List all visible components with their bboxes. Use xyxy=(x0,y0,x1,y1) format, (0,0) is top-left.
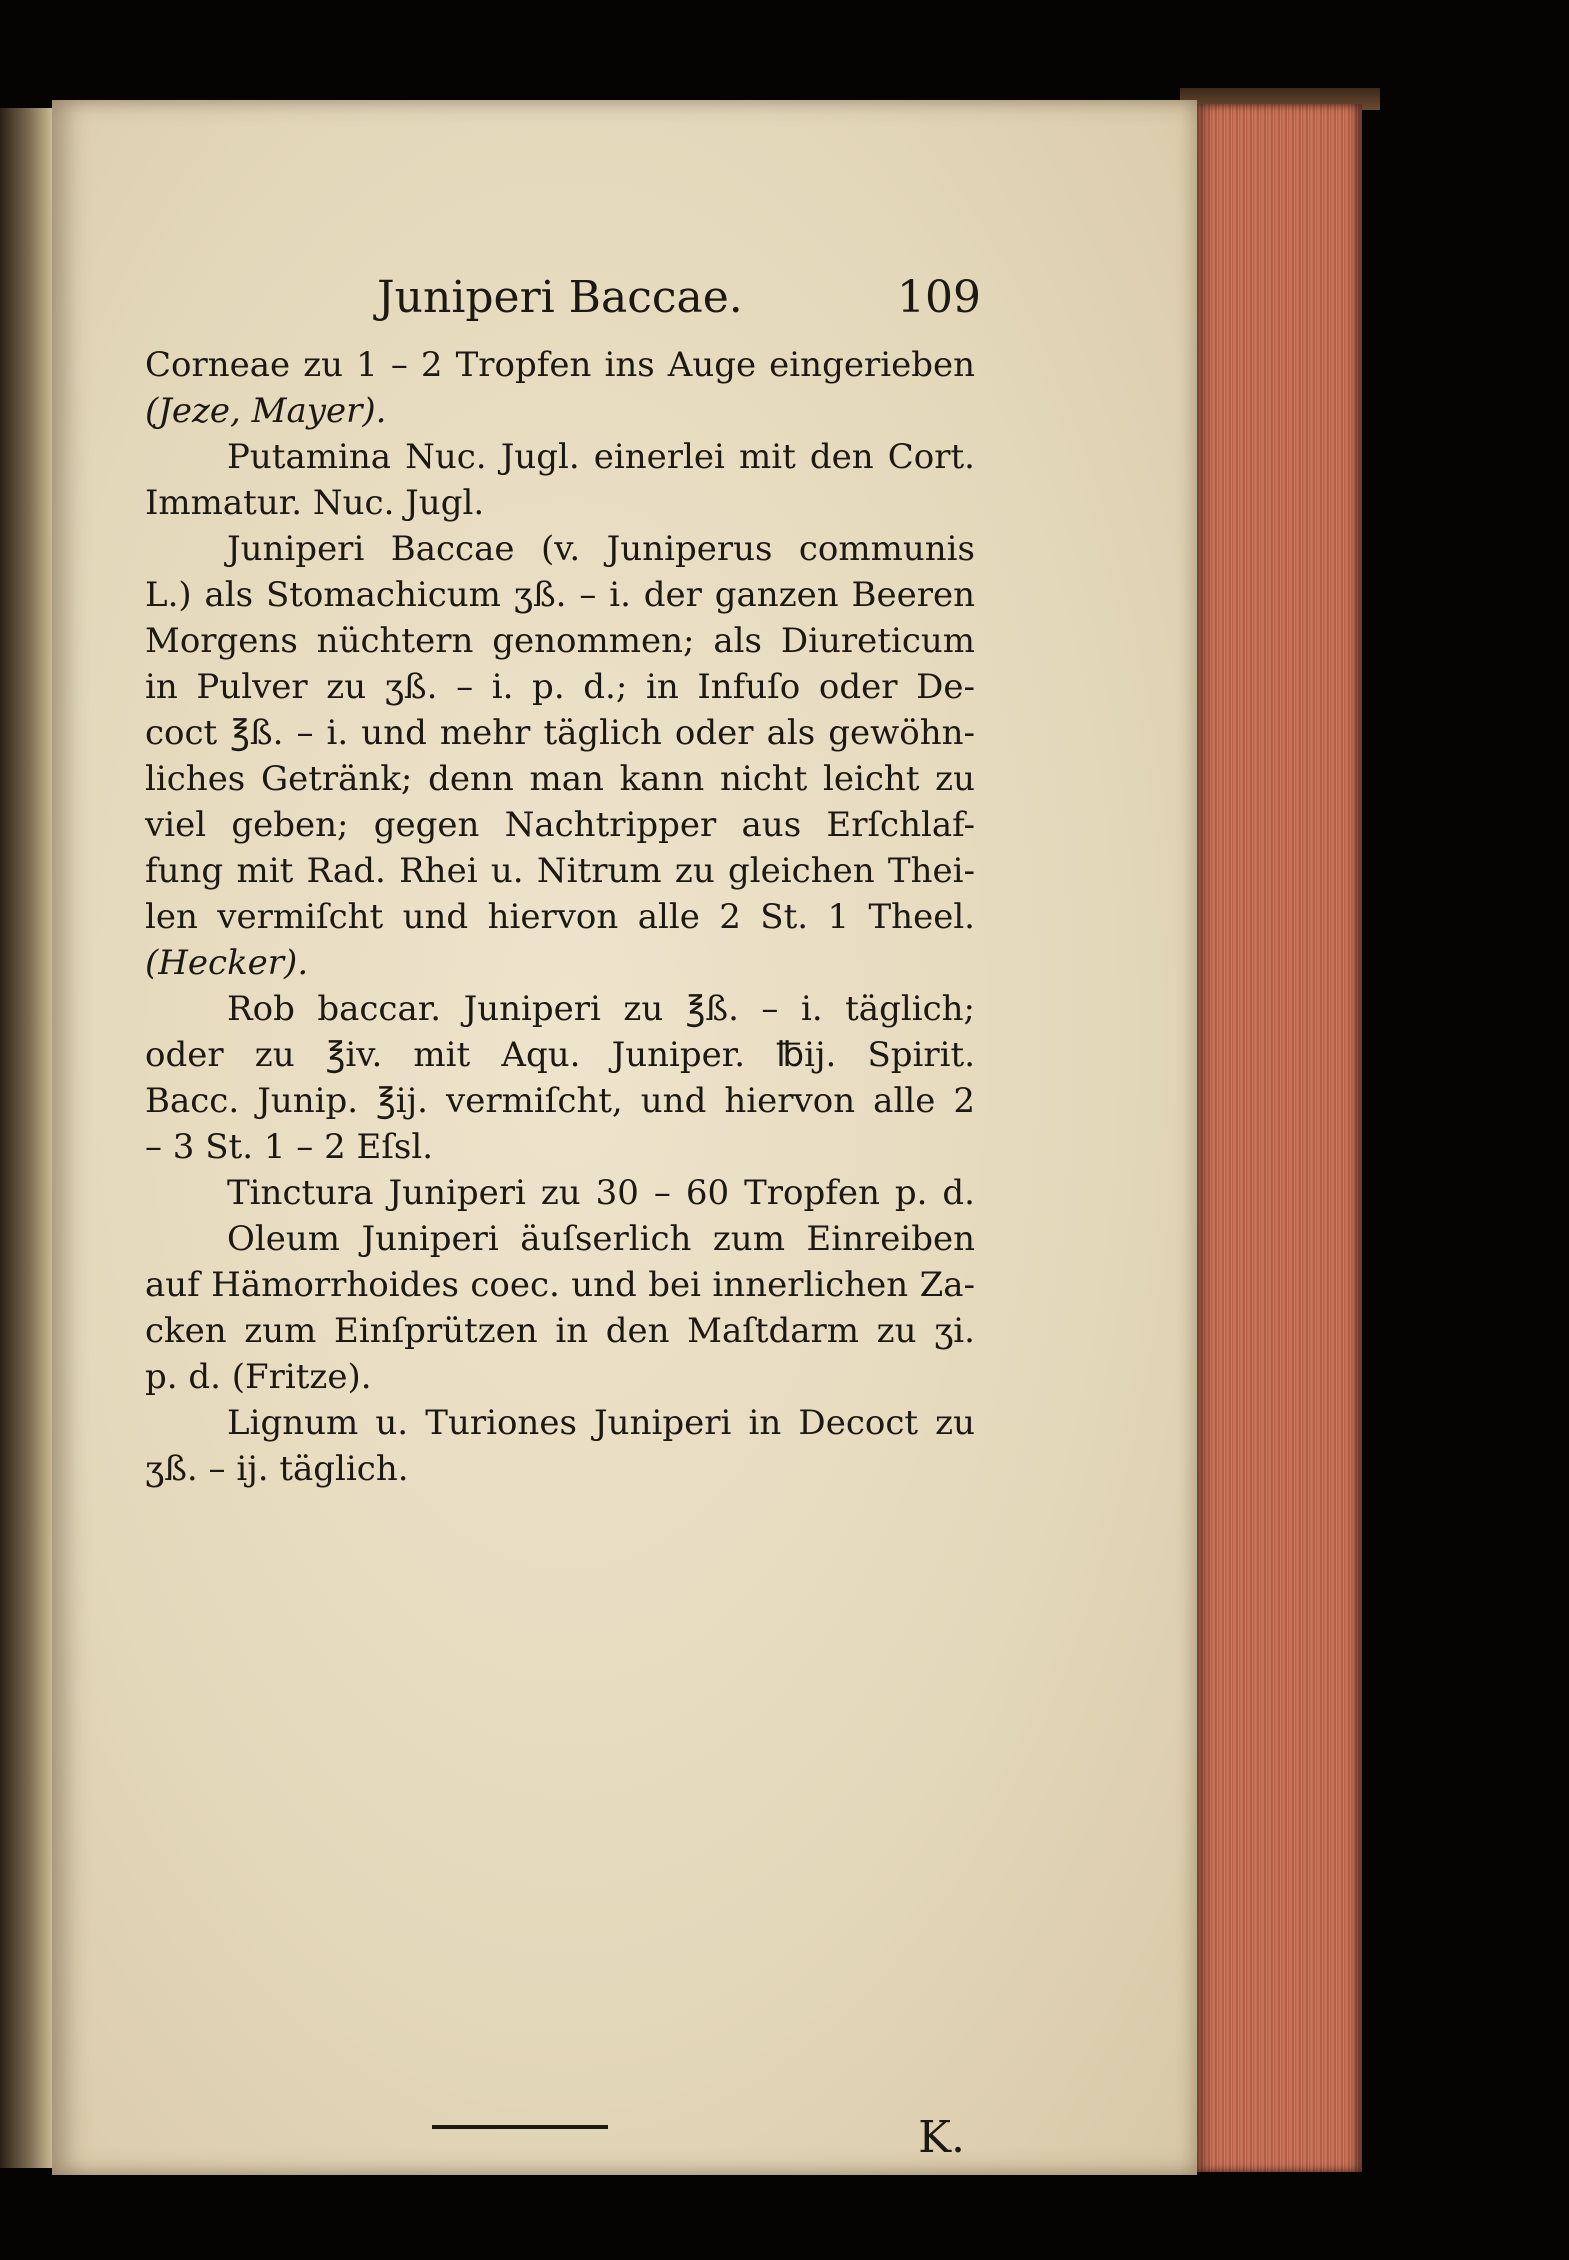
text-line: (Jeze, Mayer). xyxy=(145,391,387,431)
text-line: Bacc. Junip. ℥ij. vermiſcht, und hiervon alle 2 xyxy=(145,1081,975,1121)
text-line: Lignum u. Turiones Juniperi in Decoct zu xyxy=(227,1403,975,1443)
text-line: Juniperi Baccae (v. Juniperus communis xyxy=(227,529,975,569)
text-line: L.) als Stomachicum ʒß. – i. der ganzen Beeren xyxy=(145,575,975,615)
text-line: Immatur. Nuc. Jugl. xyxy=(145,483,485,523)
text-line: Putamina Nuc. Jugl. einerlei mit den Cort. xyxy=(227,437,975,477)
text-line: – 3 St. 1 – 2 Eſsl. xyxy=(145,1127,434,1167)
running-header xyxy=(145,262,981,342)
running-title: Juniperi Baccae. xyxy=(377,272,743,323)
text-line: cken zum Einſprützen in den Maſtdarm zu ʒi. xyxy=(145,1311,975,1351)
text-line: in Pulver zu ʒß. – i. p. d.; in Infuſo oder De- xyxy=(145,667,975,707)
section-rule xyxy=(432,2125,608,2129)
text-line: viel geben; gegen Nachtripper aus Erſchlaf- xyxy=(145,805,975,845)
catchword: K. xyxy=(918,2112,965,2163)
page-content xyxy=(145,262,981,2163)
text-line: (Hecker). xyxy=(145,943,309,983)
page-edges xyxy=(1197,104,1362,2172)
facing-page-edge xyxy=(0,108,52,2168)
text-line: fung mit Rad. Rhei u. Nitrum zu gleichen Thei- xyxy=(145,851,975,891)
text-line: ʒß. – ij. täglich. xyxy=(145,1449,409,1489)
text-line: Oleum Juniperi äuſserlich zum Einreiben xyxy=(227,1219,975,1259)
text-line: len vermiſcht und hiervon alle 2 St. 1 Theel. xyxy=(145,897,975,937)
text-line: Rob baccar. Juniperi zu ℥ß. – i. täglich; xyxy=(227,989,975,1029)
text-line: Tinctura Juniperi zu 30 – 60 Tropfen p. d. xyxy=(227,1173,975,1213)
text-line: coct ℥ß. – i. und mehr täglich oder als gewöhn- xyxy=(145,713,975,753)
text-line: p. d. (Fritze). xyxy=(145,1357,372,1397)
text-line: Corneae zu 1 – 2 Tropfen ins Auge eingerieben xyxy=(145,345,975,385)
text-line: oder zu ℥iv. mit Aqu. Juniper. ℔ij. Spirit. xyxy=(145,1035,975,1075)
text-line: Morgens nüchtern genommen; als Diureticum xyxy=(145,621,975,661)
text-line: auf Hämorrhoides coec. und bei innerlichen Za- xyxy=(145,1265,975,1305)
text-line: liches Getränk; denn man kann nicht leicht zu xyxy=(145,759,975,799)
page-number: 109 xyxy=(897,272,981,323)
